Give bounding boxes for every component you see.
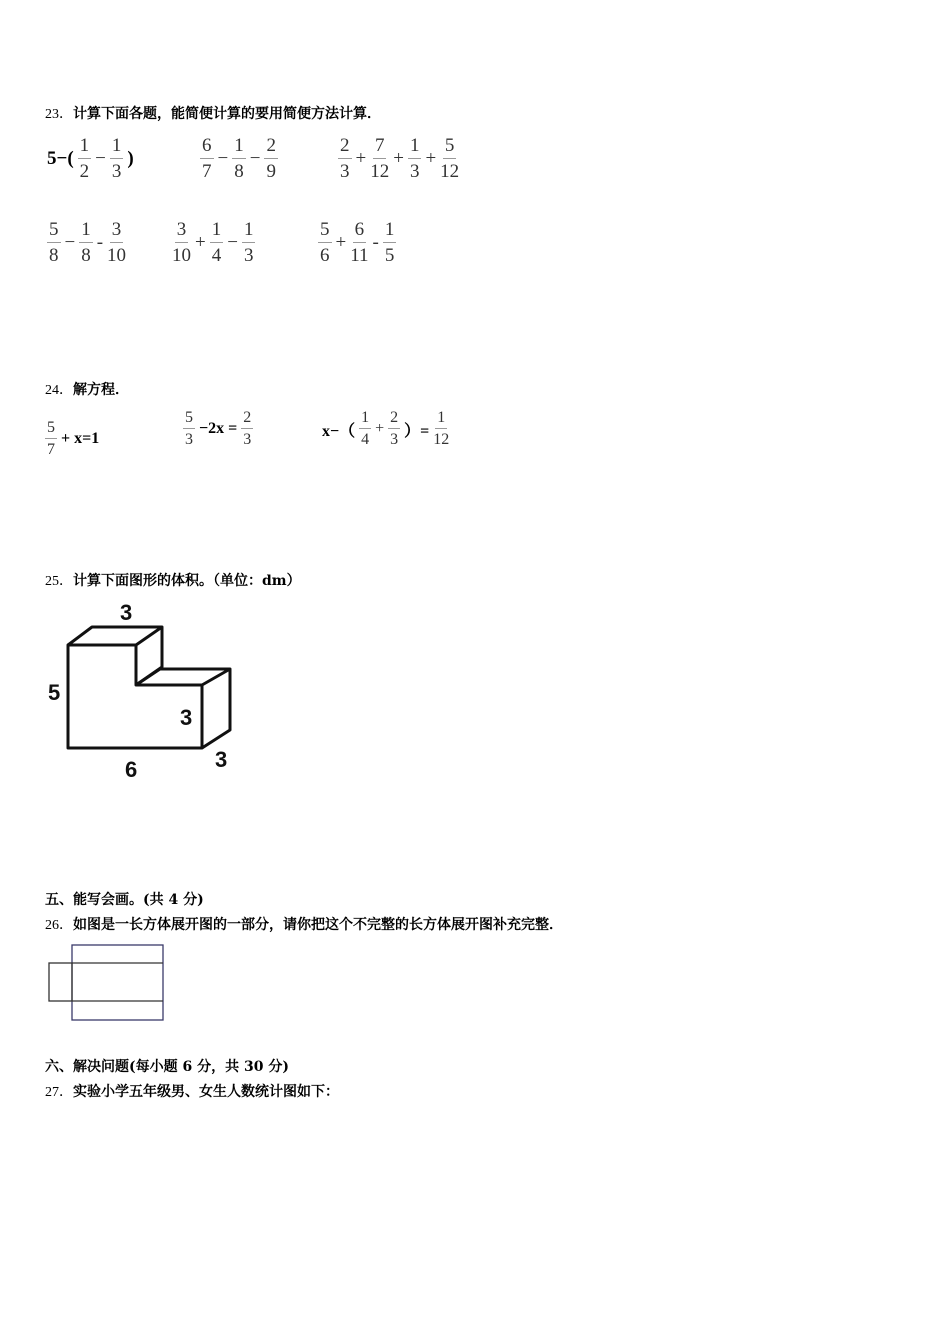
operator-text: + x=1: [61, 430, 100, 447]
denominator: 10: [107, 245, 127, 266]
fraction: [232, 136, 246, 181]
numerator: 5: [183, 410, 195, 429]
operator-text: +: [375, 420, 385, 437]
operator-text: −: [64, 231, 76, 253]
fraction: [78, 136, 92, 181]
fraction: [47, 220, 61, 265]
numerator: 1: [110, 136, 124, 159]
question-number: 27．: [45, 1085, 73, 1100]
fraction: [183, 410, 195, 448]
numerator: 3: [175, 220, 189, 243]
expression: [45, 220, 128, 265]
fraction: [242, 220, 256, 265]
fraction: [200, 136, 214, 181]
denominator: 12: [370, 161, 390, 182]
denominator: 12: [440, 161, 460, 182]
denominator: 3: [409, 161, 420, 182]
fraction: [210, 220, 224, 265]
expression: [170, 220, 257, 265]
operator-text: +: [393, 147, 404, 169]
question-text: 如图是一长方体展开图的一部分，请你把这个不完整的长方体展开图补充完整．: [73, 917, 563, 933]
denominator: 9: [266, 161, 276, 182]
label-top: 3: [120, 600, 133, 625]
numerator: 2: [338, 136, 352, 159]
denominator: 3: [111, 161, 122, 182]
expression: [198, 136, 280, 181]
operator-text: +: [335, 231, 347, 253]
fraction: [79, 220, 93, 265]
step-solid-figure: [40, 595, 250, 785]
numerator: 1: [79, 220, 93, 243]
denominator: 4: [211, 245, 222, 266]
operator-text: −: [217, 147, 229, 169]
fraction: [440, 136, 459, 181]
operator-text: +: [425, 147, 437, 169]
numerator: 6: [200, 136, 214, 159]
numerator: 5: [47, 220, 61, 243]
numerator: 2: [241, 410, 253, 429]
denominator: 3: [243, 431, 252, 448]
fraction: [383, 220, 397, 265]
numerator: 1: [435, 410, 447, 429]
label-left: 5: [48, 680, 61, 705]
question-text: 计算下面各题，能简便计算的要用简便方法计算．: [73, 106, 381, 122]
denominator: 3: [185, 431, 193, 448]
section-5-title: 五、能写会画。(共 4 分): [45, 892, 204, 908]
numerator: 3: [110, 220, 124, 243]
expression: [45, 136, 136, 181]
denominator: 3: [243, 245, 254, 266]
denominator: 11: [350, 245, 369, 266]
question-23: [45, 103, 381, 123]
operator-text: ）=: [404, 422, 430, 440]
numerator: 5: [443, 136, 457, 159]
fraction: [110, 136, 124, 181]
operator-text: x−（: [322, 422, 356, 440]
question-text: 计算下面图形的体积。（单位：dm）: [73, 573, 301, 589]
numerator: 1: [359, 410, 371, 429]
question-number: 24．: [45, 383, 73, 398]
numerator: 1: [78, 136, 92, 159]
denominator: 2: [79, 161, 90, 182]
fraction: [107, 220, 126, 265]
operator-text: -: [96, 231, 104, 253]
operator-text: +: [195, 231, 206, 253]
denominator: 12: [433, 431, 450, 448]
fraction: [241, 410, 253, 448]
section-6-title: 六、解决问题(每小题 6 分，共 30 分): [45, 1059, 289, 1075]
question-number: 25．: [45, 574, 73, 589]
denominator: 8: [81, 245, 91, 266]
denominator: 3: [390, 431, 399, 448]
question-26: [45, 914, 563, 934]
fraction: [45, 420, 57, 458]
label-step: 3: [180, 705, 193, 730]
equation: [43, 420, 101, 458]
denominator: 6: [320, 245, 330, 266]
fraction: [408, 136, 422, 181]
fraction: [338, 136, 352, 181]
question-text: 解方程．: [73, 382, 129, 398]
operator-text: -: [372, 231, 379, 253]
fraction: [264, 136, 278, 181]
denominator: 8: [234, 161, 244, 182]
denominator: 7: [202, 161, 212, 182]
denominator: 5: [384, 245, 395, 266]
partial-net-figure: [45, 940, 170, 1025]
denominator: 7: [47, 441, 55, 458]
label-bottom: 6: [125, 757, 138, 782]
fraction: [388, 410, 400, 448]
numerator: 1: [232, 136, 246, 159]
equation: [320, 410, 451, 448]
numerator: 2: [388, 410, 400, 429]
fraction: [318, 220, 332, 265]
denominator: 4: [361, 431, 370, 448]
numerator: 5: [318, 220, 332, 243]
denominator: 8: [49, 245, 59, 266]
numerator: 2: [264, 136, 278, 159]
operator-text: 5−(: [47, 147, 74, 169]
numerator: 6: [353, 220, 367, 243]
denominator: 10: [172, 245, 191, 266]
question-24: [45, 379, 129, 399]
operator-text: −: [227, 231, 238, 253]
equation: [181, 410, 255, 448]
numerator: 1: [408, 136, 422, 159]
denominator: 3: [340, 161, 350, 182]
question-27: [45, 1081, 339, 1101]
expression: [336, 136, 461, 181]
numerator: 1: [383, 220, 397, 243]
fraction: [359, 410, 371, 448]
operator-text: −: [95, 147, 106, 169]
numerator: 1: [242, 220, 256, 243]
fraction: [172, 220, 191, 265]
fraction: [370, 136, 389, 181]
expression: [316, 220, 398, 265]
operator-text: ): [127, 147, 134, 169]
question-number: 23．: [45, 107, 73, 122]
operator-text: −: [249, 147, 261, 169]
question-25: [45, 570, 301, 590]
fraction: [433, 410, 449, 448]
numerator: 1: [210, 220, 224, 243]
question-number: 26．: [45, 918, 73, 933]
operator-text: +: [355, 147, 367, 169]
question-text: 实验小学五年级男、女生人数统计图如下：: [73, 1084, 339, 1100]
numerator: 7: [373, 136, 387, 159]
label-depth: 3: [215, 747, 228, 772]
fraction: [350, 220, 368, 265]
numerator: 5: [45, 420, 57, 439]
operator-text: −2x =: [199, 420, 238, 437]
